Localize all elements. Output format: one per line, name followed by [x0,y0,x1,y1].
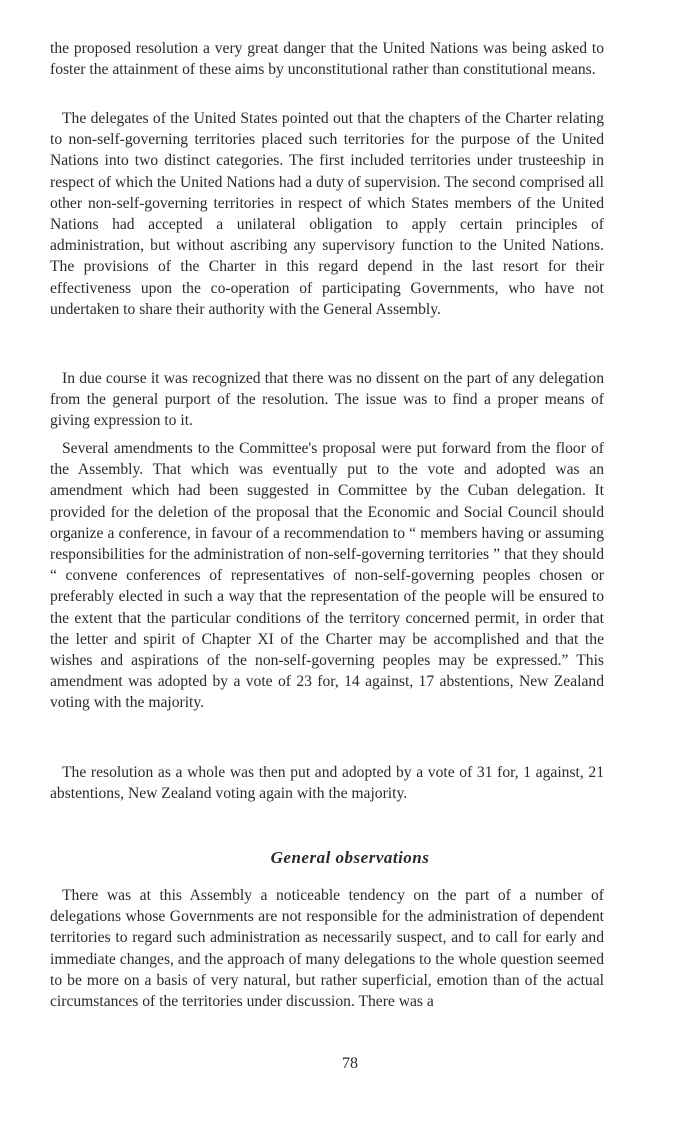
paragraph-general-observations: There was at this Assembly a noticeable tendency on the part of a number of delegations whose Governments are not responsible for the administration of dependent territories to regard such administration as necessarily suspect, and to call for early and immediate changes, and the approach of many delegations to the whole question seemed to be more on a basis of very natural, but rather superficial, emotion than of the actual circumstances of the territories under discussion. There was a [50,887,604,1011]
paragraph-us-delegates: The delegates of the United States pointed out that the chapters of the Charter relating to non-self-governing territories placed such territories for the purpose of the United Nations into two distinct categories. The first included territories under trusteeship in respect of which the United Nations had a duty of supervision. The second comprised all other non-self-governing territories in respect of which States members of the United Nations had accepted a unilateral obligation to apply certain principles of administration, but without ascribing any supervisory function to the United Nations. The provisions of the Charter in this regard depend in the last resort for their effectiveness upon the co-operation of participating Governments, who have not undertaken to share their authority with the General Assembly. [50,110,604,318]
paragraph-amendments: Several amendments to the Committee's proposal were put forward from the floor of the Assembly. That which was eventually put to the vote and adopted was an amendment which had been suggested in Committee by the Cuban delegation. It provided for the deletion of the proposal that the Economic and Social Council should organize a conference, in favour of a recommendation to “ members having or assuming responsibilities for the administration of non-self-governing territories ” that they should “ convene conferences of representatives of non-self-governing peoples chosen or preferably elected in such a way that the representation of the people will be ensured to the extent that the particular conditions of the territory concerned permit, in order that the letter and spirit of Chapter XI of the Charter may be accomplished and that the wishes and aspirations of the non-self-governing peoples may be expressed.” This amendment was adopted by a vote of 23 for, 14 against, 17 abstentions, New Zealand voting with the majority. [50,440,604,712]
paragraph-continuation: the proposed resolution a very great danger that the United Nations was being asked to foster the attainment of these aims by unconstitutional rather than constitutional means. [50,40,604,79]
page-number: 78 [342,1055,358,1072]
paragraph-no-dissent: In due course it was recognized that there was no dissent on the part of any delegation from the general purport of the resolution. The issue was to find a proper means of giving expression to it. [50,370,604,430]
paragraph-resolution-adopted: The resolution as a whole was then put and adopted by a vote of 31 for, 1 against, 21 abstentions, New Zealand voting again with the majority. [50,764,604,803]
section-heading: General observations [270,848,430,867]
